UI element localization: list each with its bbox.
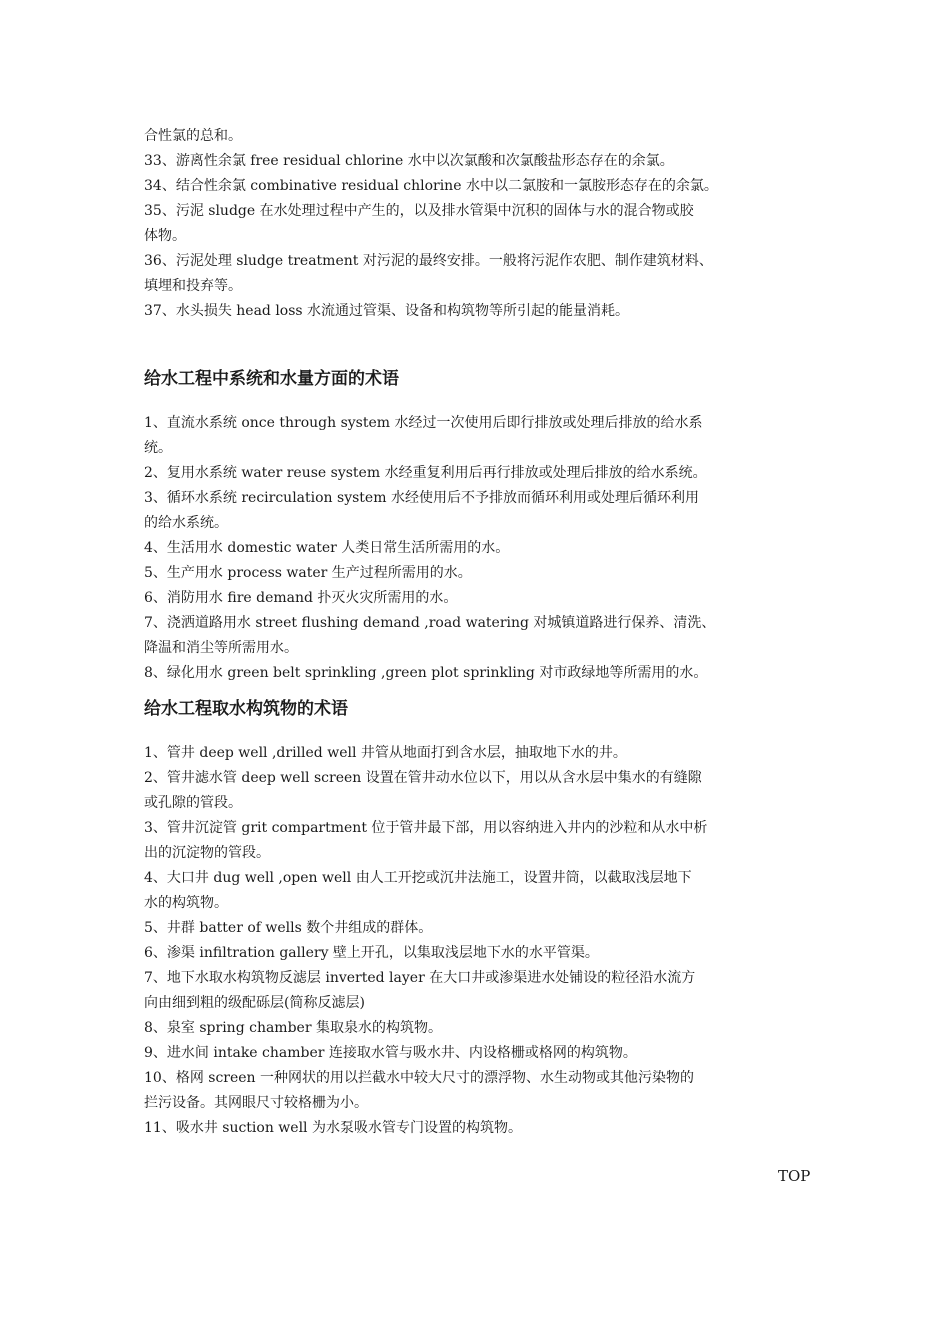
document-body: [144, 124, 824, 1141]
text-line: 8、泉室 spring chamber 集取泉水的构筑物。: [144, 1020, 442, 1036]
text-line: 7、浇洒道路用水 street flushing demand ,road watering 对城镇道路进行保养、清洗、: [144, 615, 716, 631]
spacer: [144, 324, 824, 349]
text-line: 的给水系统。: [144, 515, 228, 531]
text-line: 3、管井沉淀管 grit compartment 位于管井最下部，用以容纳进入井内的沙粒和从水中析: [144, 820, 708, 836]
text-line: 或孔隙的管段。: [144, 795, 242, 811]
text-line: 34、结合性余氯 combinative residual chlorine 水中以二氯胺和一氯胺形态存在的余氯。: [144, 178, 718, 194]
text-line: 水的构筑物。: [144, 895, 228, 911]
text-line: 统。: [144, 440, 172, 456]
text-line: 33、游离性余氯 free residual chlorine 水中以次氯酸和次氯酸盐形态存在的余氯。: [144, 153, 674, 169]
text-line: 1、直流水系统 once through system 水经过一次使用后即行排放或处理后排放的给水系: [144, 415, 703, 431]
text-line: 37、水头损失 head loss 水流通过管渠、设备和构筑物等所引起的能量消耗。: [144, 303, 630, 319]
text-line: 5、生产用水 process water 生产过程所需用的水。: [144, 565, 472, 581]
section-heading-intake-structures: 给水工程取水构筑物的术语: [144, 699, 348, 719]
text-line: 6、消防用水 fire demand 扑灭火灾所需用的水。: [144, 590, 458, 606]
text-line: 5、井群 batter of wells 数个井组成的群体。: [144, 920, 433, 936]
text-line: 10、格网 screen 一种网状的用以拦截水中较大尺寸的漂浮物、水生动物或其他污染物的: [144, 1070, 695, 1086]
text-line: 3、循环水系统 recirculation system 水经使用后不予排放而循环利用或处理后循环利用: [144, 490, 699, 506]
text-line: 体物。: [144, 228, 186, 244]
text-line: 35、污泥 sludge 在水处理过程中产生的，以及排水管渠中沉积的固体与水的混合物或胶: [144, 203, 694, 219]
text-line: 4、生活用水 domestic water 人类日常生活所需用的水。: [144, 540, 510, 556]
section-heading-water-system: 给水工程中系统和水量方面的术语: [144, 369, 399, 389]
text-line: 降温和消尘等所需用水。: [144, 640, 298, 656]
text-line: 11、吸水井 suction well 为水泵吸水管专门设置的构筑物。: [144, 1120, 522, 1136]
section-water-system: [144, 411, 824, 686]
text-line: 2、复用水系统 water reuse system 水经重复利用后再行排放或处理后排放的给水系统。: [144, 465, 707, 481]
text-line: 2、管井滤水管 deep well screen 设置在管井动水位以下，用以从含水层中集水的有缝隙: [144, 770, 702, 786]
text-line: 6、渗渠 infiltration gallery 壁上开孔，以集取浅层地下水的水平管渠。: [144, 945, 599, 961]
text-line: 7、地下水取水构筑物反滤层 inverted layer 在大口井或渗渠进水处铺设的粒径沿水流方: [144, 970, 696, 986]
text-line: 出的沉淀物的管段。: [144, 845, 270, 861]
back-to-top-link[interactable]: TOP: [778, 1167, 811, 1185]
intro-block: [144, 124, 824, 324]
text-line: 合性氯的总和。: [144, 128, 242, 144]
text-line: 拦污设备。其网眼尺寸较格栅为小。: [144, 1095, 368, 1111]
section-intake-structures: [144, 741, 824, 1141]
text-line: 8、绿化用水 green belt sprinkling ,green plot sprinkling 对市政绿地等所需用的水。: [144, 665, 708, 681]
text-line: 填埋和投弃等。: [144, 278, 242, 294]
text-line: 4、大口井 dug well ,open well 由人工开挖或沉井法施工，设置井筒，以截取浅层地下: [144, 870, 692, 886]
text-line: 36、污泥处理 sludge treatment 对污泥的最终安排。一般将污泥作农肥、制作建筑材料、: [144, 253, 713, 269]
text-line: 向由细到粗的级配砾层(简称反滤层): [144, 995, 365, 1011]
text-line: 1、管井 deep well ,drilled well 井管从地面打到含水层，抽取地下水的井。: [144, 745, 627, 761]
text-line: 9、进水间 intake chamber 连接取水管与吸水井、内设格栅或格网的构筑物。: [144, 1045, 637, 1061]
